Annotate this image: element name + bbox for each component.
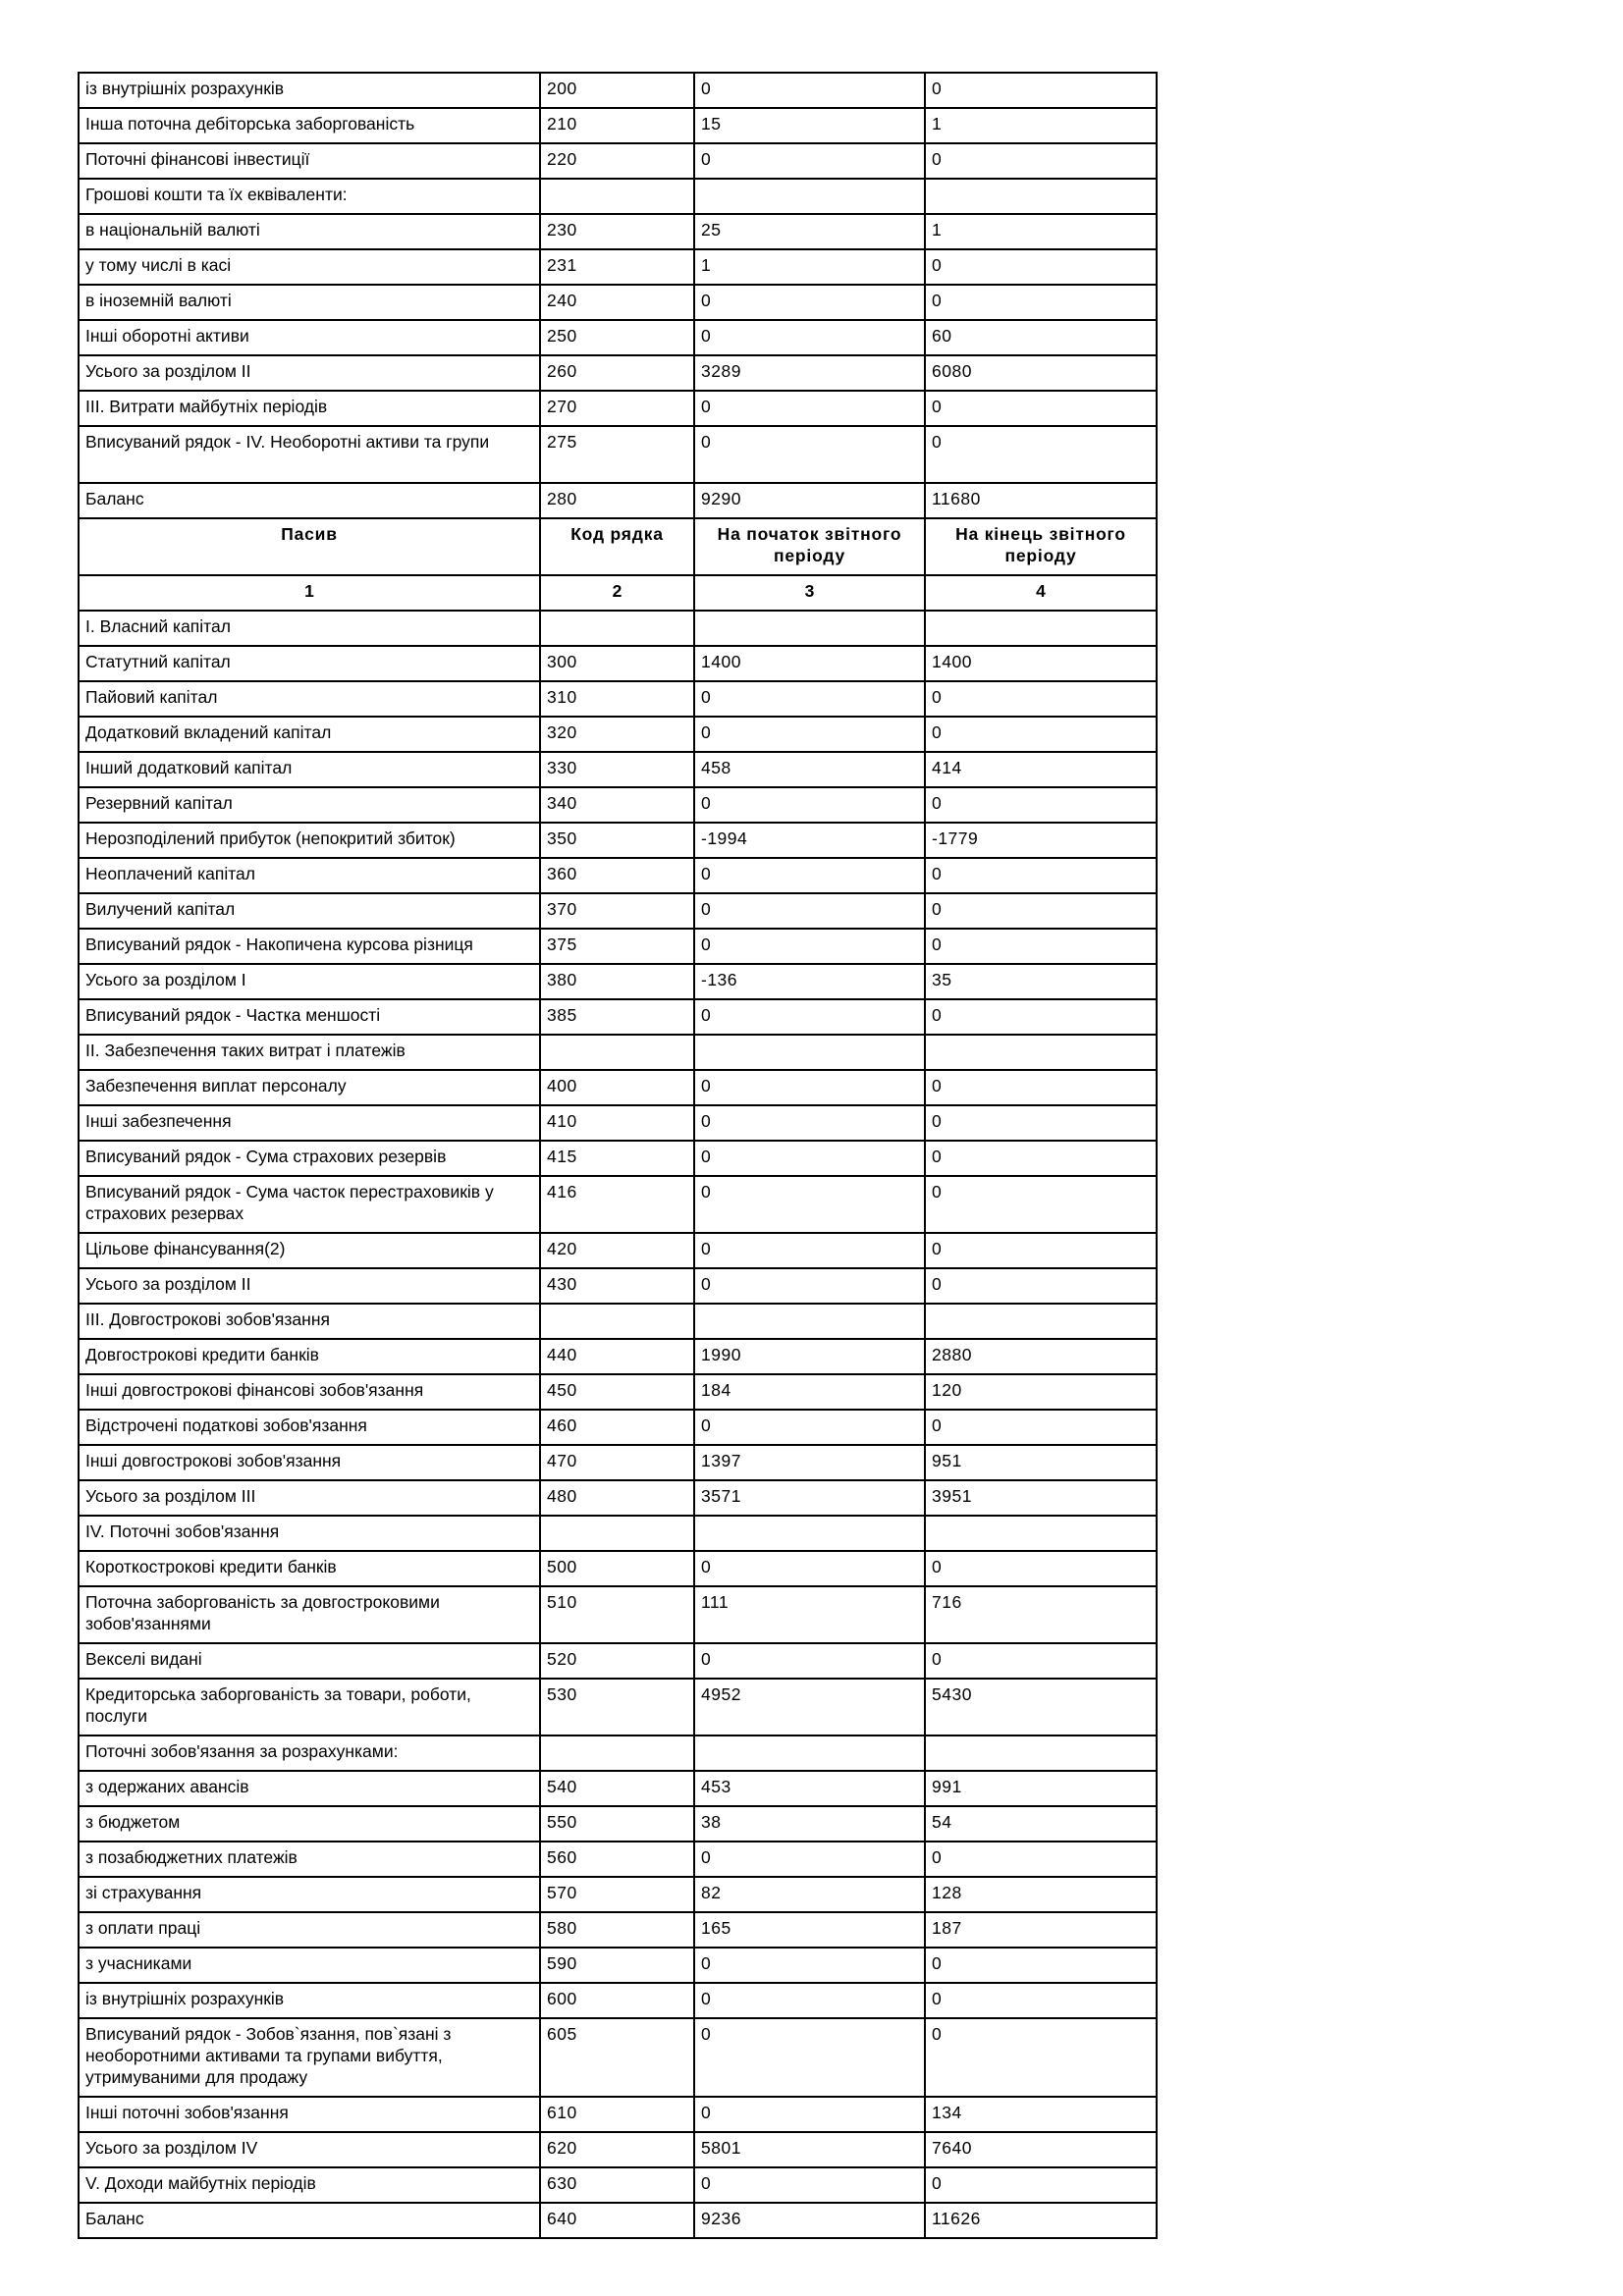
value-period-end xyxy=(925,1516,1157,1551)
value-period-end: 54 xyxy=(925,1806,1157,1842)
row-code: 450 xyxy=(540,1374,694,1410)
value-period-end: -1779 xyxy=(925,823,1157,858)
value-period-end: 0 xyxy=(925,143,1157,179)
value-period-start: 25 xyxy=(694,214,925,249)
value-period-start xyxy=(694,1304,925,1339)
value-period-start: 9236 xyxy=(694,2203,925,2238)
table-row xyxy=(79,1304,1157,1339)
value-period-end: 1 xyxy=(925,214,1157,249)
row-code: 510 xyxy=(540,1586,694,1643)
table-row xyxy=(79,1983,1157,2018)
value-period-start: 0 xyxy=(694,2167,925,2203)
value-period-start: 0 xyxy=(694,929,925,964)
row-label: Забезпечення виплат персоналу xyxy=(79,1070,540,1105)
table-row xyxy=(79,1105,1157,1141)
value-period-end: 1400 xyxy=(925,646,1157,681)
value-period-start xyxy=(694,611,925,646)
row-code: 430 xyxy=(540,1268,694,1304)
value-period-start: 0 xyxy=(694,1176,925,1233)
row-label: Інша поточна дебіторська заборгованість xyxy=(79,108,540,143)
value-period-end xyxy=(925,611,1157,646)
value-period-start: 0 xyxy=(694,893,925,929)
table-row xyxy=(79,1374,1157,1410)
table-row xyxy=(79,2167,1157,2203)
table-row xyxy=(79,1070,1157,1105)
value-period-start: 15 xyxy=(694,108,925,143)
row-label: Вписуваний рядок - IV. Необоротні активи та групи xyxy=(79,426,540,483)
row-code xyxy=(540,611,694,646)
row-label: V. Доходи майбутніх періодів xyxy=(79,2167,540,2203)
value-period-start: 3289 xyxy=(694,355,925,391)
value-period-end: 0 xyxy=(925,1070,1157,1105)
value-period-start: -136 xyxy=(694,964,925,999)
row-label: Нерозподілений прибуток (непокритий збиток) xyxy=(79,823,540,858)
value-period-end: 1 xyxy=(925,108,1157,143)
row-code: 410 xyxy=(540,1105,694,1141)
value-period-end: 11626 xyxy=(925,2203,1157,2238)
value-period-start: 0 xyxy=(694,1643,925,1679)
value-period-end: 120 xyxy=(925,1374,1157,1410)
table-row xyxy=(79,1643,1157,1679)
value-period-end: 0 xyxy=(925,2018,1157,2097)
row-label: III. Довгострокові зобов'язання xyxy=(79,1304,540,1339)
row-label: Векселі видані xyxy=(79,1643,540,1679)
value-period-end xyxy=(925,1304,1157,1339)
value-period-end: 0 xyxy=(925,858,1157,893)
row-label: Поточна заборгованість за довгостроковими зобов'язаннями xyxy=(79,1586,540,1643)
row-label: Довгострокові кредити банків xyxy=(79,1339,540,1374)
value-period-end xyxy=(925,1035,1157,1070)
row-code: 200 xyxy=(540,73,694,108)
table-row xyxy=(79,858,1157,893)
table-row xyxy=(79,179,1157,214)
value-period-start xyxy=(694,1035,925,1070)
value-period-start: 0 xyxy=(694,2097,925,2132)
value-period-end: 0 xyxy=(925,787,1157,823)
row-label: Статутний капітал xyxy=(79,646,540,681)
row-code: 460 xyxy=(540,1410,694,1445)
row-code: 620 xyxy=(540,2132,694,2167)
row-code: 470 xyxy=(540,1445,694,1480)
row-code xyxy=(540,1516,694,1551)
row-code: 610 xyxy=(540,2097,694,2132)
value-period-end: 7640 xyxy=(925,2132,1157,2167)
value-period-start: 1397 xyxy=(694,1445,925,1480)
value-period-end: 0 xyxy=(925,1268,1157,1304)
row-code xyxy=(540,1035,694,1070)
value-period-start: 0 xyxy=(694,1070,925,1105)
row-label: Відстрочені податкові зобов'язання xyxy=(79,1410,540,1445)
value-period-end: 3951 xyxy=(925,1480,1157,1516)
table-row xyxy=(79,1480,1157,1516)
value-period-start: 82 xyxy=(694,1877,925,1912)
value-period-end: 0 xyxy=(925,1643,1157,1679)
row-code: 440 xyxy=(540,1339,694,1374)
row-code: 270 xyxy=(540,391,694,426)
value-period-start: 0 xyxy=(694,320,925,355)
value-period-start: 184 xyxy=(694,1374,925,1410)
row-code: 600 xyxy=(540,1983,694,2018)
row-code: 416 xyxy=(540,1176,694,1233)
row-code: 590 xyxy=(540,1948,694,1983)
row-code: 320 xyxy=(540,717,694,752)
value-period-end: 0 xyxy=(925,1410,1157,1445)
row-label: Інші довгострокові зобов'язання xyxy=(79,1445,540,1480)
value-period-end: 0 xyxy=(925,893,1157,929)
row-code: 300 xyxy=(540,646,694,681)
row-code: 385 xyxy=(540,999,694,1035)
table-row xyxy=(79,1586,1157,1643)
value-period-end: 0 xyxy=(925,391,1157,426)
table-row xyxy=(79,214,1157,249)
table-row xyxy=(79,73,1157,108)
row-label: IV. Поточні зобов'язання xyxy=(79,1516,540,1551)
column-number: 2 xyxy=(540,575,694,611)
row-code: 380 xyxy=(540,964,694,999)
value-period-end: 2880 xyxy=(925,1339,1157,1374)
value-period-end: 128 xyxy=(925,1877,1157,1912)
row-label: Вписуваний рядок - Зобов`язання, пов`язані з необоротними активами та групами вибуття, утримуваними для продажу xyxy=(79,2018,540,2097)
value-period-end: 0 xyxy=(925,1233,1157,1268)
row-code: 310 xyxy=(540,681,694,717)
row-label: Усього за розділом I xyxy=(79,964,540,999)
row-label: в іноземній валюті xyxy=(79,285,540,320)
row-label: Вписуваний рядок - Сума страхових резервів xyxy=(79,1141,540,1176)
row-code: 260 xyxy=(540,355,694,391)
table-row xyxy=(79,611,1157,646)
row-label: Додатковий вкладений капітал xyxy=(79,717,540,752)
column-number: 3 xyxy=(694,575,925,611)
table-row xyxy=(79,1842,1157,1877)
row-label: Усього за розділом IV xyxy=(79,2132,540,2167)
row-code: 580 xyxy=(540,1912,694,1948)
value-period-start: 0 xyxy=(694,858,925,893)
row-label: зі страхування xyxy=(79,1877,540,1912)
row-code: 500 xyxy=(540,1551,694,1586)
row-label: з позабюджетних платежів xyxy=(79,1842,540,1877)
header-period-end: На кінець звітного періоду xyxy=(925,518,1157,575)
row-code: 220 xyxy=(540,143,694,179)
table-row xyxy=(79,2132,1157,2167)
table-row xyxy=(79,787,1157,823)
value-period-end xyxy=(925,1735,1157,1771)
value-period-end: 0 xyxy=(925,2167,1157,2203)
value-period-start: 0 xyxy=(694,1842,925,1877)
row-label: Вписуваний рядок - Сума часток перестраховиків у страхових резервах xyxy=(79,1176,540,1233)
row-code: 231 xyxy=(540,249,694,285)
row-label: з бюджетом xyxy=(79,1806,540,1842)
row-label: із внутрішніх розрахунків xyxy=(79,1983,540,2018)
column-number: 1 xyxy=(79,575,540,611)
header-liabilities: Пасив xyxy=(79,518,540,575)
value-period-start: 0 xyxy=(694,2018,925,2097)
value-period-end: 35 xyxy=(925,964,1157,999)
table-row xyxy=(79,1877,1157,1912)
value-period-end: 60 xyxy=(925,320,1157,355)
table-row xyxy=(79,285,1157,320)
row-code: 375 xyxy=(540,929,694,964)
row-label: з одержаних авансів xyxy=(79,1771,540,1806)
value-period-start: 1990 xyxy=(694,1339,925,1374)
table-row xyxy=(79,2203,1157,2238)
value-period-start: 0 xyxy=(694,787,925,823)
value-period-start: 0 xyxy=(694,1410,925,1445)
value-period-end: 11680 xyxy=(925,483,1157,518)
value-period-start: 0 xyxy=(694,1268,925,1304)
row-code: 240 xyxy=(540,285,694,320)
table-row xyxy=(79,1516,1157,1551)
value-period-start: 0 xyxy=(694,285,925,320)
table-row xyxy=(79,1339,1157,1374)
value-period-start xyxy=(694,1516,925,1551)
value-period-start: 0 xyxy=(694,1141,925,1176)
row-code: 280 xyxy=(540,483,694,518)
row-label: Усього за розділом II xyxy=(79,355,540,391)
row-code: 330 xyxy=(540,752,694,787)
table-row xyxy=(79,681,1157,717)
row-label: I. Власний капітал xyxy=(79,611,540,646)
row-label: II. Забезпечення таких витрат і платежів xyxy=(79,1035,540,1070)
row-label: Поточні зобов'язання за розрахунками: xyxy=(79,1735,540,1771)
row-code: 415 xyxy=(540,1141,694,1176)
column-number-row xyxy=(79,575,1157,611)
value-period-start xyxy=(694,179,925,214)
value-period-end: 0 xyxy=(925,1551,1157,1586)
assets-section xyxy=(79,73,1157,518)
table-row xyxy=(79,999,1157,1035)
row-label: Грошові кошти та їх еквіваленти: xyxy=(79,179,540,214)
row-code xyxy=(540,179,694,214)
value-period-end: 991 xyxy=(925,1771,1157,1806)
table-row xyxy=(79,1679,1157,1735)
table-row xyxy=(79,320,1157,355)
value-period-end: 5430 xyxy=(925,1679,1157,1735)
value-period-start: 0 xyxy=(694,1105,925,1141)
liabilities-header-row xyxy=(79,518,1157,575)
value-period-end: 414 xyxy=(925,752,1157,787)
row-label: III. Витрати майбутніх періодів xyxy=(79,391,540,426)
row-code: 350 xyxy=(540,823,694,858)
balance-sheet xyxy=(78,72,1156,2239)
row-label: Усього за розділом II xyxy=(79,1268,540,1304)
row-code: 640 xyxy=(540,2203,694,2238)
row-label: Усього за розділом III xyxy=(79,1480,540,1516)
value-period-start: 0 xyxy=(694,999,925,1035)
table-row xyxy=(79,1141,1157,1176)
table-row xyxy=(79,1176,1157,1233)
table-row xyxy=(79,1445,1157,1480)
value-period-end: 0 xyxy=(925,1842,1157,1877)
row-label: Баланс xyxy=(79,2203,540,2238)
table-row xyxy=(79,249,1157,285)
row-code: 630 xyxy=(540,2167,694,2203)
table-row xyxy=(79,929,1157,964)
liabilities-section xyxy=(79,611,1157,2238)
value-period-end: 6080 xyxy=(925,355,1157,391)
value-period-end: 716 xyxy=(925,1586,1157,1643)
row-label: Вилучений капітал xyxy=(79,893,540,929)
row-code: 480 xyxy=(540,1480,694,1516)
value-period-start: 0 xyxy=(694,1551,925,1586)
row-label: Вписуваний рядок - Накопичена курсова різниця xyxy=(79,929,540,964)
value-period-start: -1994 xyxy=(694,823,925,858)
row-code xyxy=(540,1735,694,1771)
row-label: Неоплачений капітал xyxy=(79,858,540,893)
value-period-start: 165 xyxy=(694,1912,925,1948)
row-code: 275 xyxy=(540,426,694,483)
row-label: Короткострокові кредити банків xyxy=(79,1551,540,1586)
value-period-end: 0 xyxy=(925,1176,1157,1233)
value-period-end: 0 xyxy=(925,249,1157,285)
row-label: Інший додатковий капітал xyxy=(79,752,540,787)
value-period-end: 0 xyxy=(925,1948,1157,1983)
value-period-end: 134 xyxy=(925,2097,1157,2132)
row-label: Пайовий капітал xyxy=(79,681,540,717)
row-code: 530 xyxy=(540,1679,694,1735)
table-row xyxy=(79,1268,1157,1304)
value-period-start: 0 xyxy=(694,143,925,179)
value-period-start: 0 xyxy=(694,1948,925,1983)
value-period-start: 1400 xyxy=(694,646,925,681)
column-number: 4 xyxy=(925,575,1157,611)
table-row xyxy=(79,1912,1157,1948)
value-period-start: 9290 xyxy=(694,483,925,518)
row-label: Цільове фінансування(2) xyxy=(79,1233,540,1268)
value-period-start: 453 xyxy=(694,1771,925,1806)
row-code xyxy=(540,1304,694,1339)
table-row xyxy=(79,2018,1157,2097)
row-code: 370 xyxy=(540,893,694,929)
value-period-end: 0 xyxy=(925,681,1157,717)
table-row xyxy=(79,893,1157,929)
value-period-start: 0 xyxy=(694,681,925,717)
table-row xyxy=(79,1771,1157,1806)
value-period-end: 0 xyxy=(925,73,1157,108)
row-code: 560 xyxy=(540,1842,694,1877)
row-code: 340 xyxy=(540,787,694,823)
value-period-end xyxy=(925,179,1157,214)
row-label: у тому числі в касі xyxy=(79,249,540,285)
value-period-end: 0 xyxy=(925,717,1157,752)
row-label: Баланс xyxy=(79,483,540,518)
value-period-end: 0 xyxy=(925,1105,1157,1141)
row-label: з учасниками xyxy=(79,1948,540,1983)
value-period-end: 0 xyxy=(925,426,1157,483)
row-label: Інші довгострокові фінансові зобов'язання xyxy=(79,1374,540,1410)
header-row-code: Код рядка xyxy=(540,518,694,575)
liabilities-header-section xyxy=(79,518,1157,611)
value-period-start: 5801 xyxy=(694,2132,925,2167)
value-period-end: 187 xyxy=(925,1912,1157,1948)
row-code: 360 xyxy=(540,858,694,893)
table-row xyxy=(79,1035,1157,1070)
value-period-start: 0 xyxy=(694,1233,925,1268)
table-row xyxy=(79,2097,1157,2132)
row-label: Резервний капітал xyxy=(79,787,540,823)
value-period-start: 4952 xyxy=(694,1679,925,1735)
table-row xyxy=(79,391,1157,426)
row-label: Вписуваний рядок - Частка меншості xyxy=(79,999,540,1035)
table-row xyxy=(79,717,1157,752)
value-period-start: 111 xyxy=(694,1586,925,1643)
table-row xyxy=(79,483,1157,518)
row-label: з оплати праці xyxy=(79,1912,540,1948)
balance-table xyxy=(78,72,1158,2239)
value-period-end: 0 xyxy=(925,999,1157,1035)
value-period-start: 0 xyxy=(694,1983,925,2018)
table-row xyxy=(79,355,1157,391)
row-label: із внутрішніх розрахунків xyxy=(79,73,540,108)
value-period-end: 0 xyxy=(925,285,1157,320)
row-label: Поточні фінансові інвестиції xyxy=(79,143,540,179)
row-label: Інші забезпечення xyxy=(79,1105,540,1141)
value-period-start: 38 xyxy=(694,1806,925,1842)
row-code: 250 xyxy=(540,320,694,355)
table-row xyxy=(79,752,1157,787)
value-period-start: 458 xyxy=(694,752,925,787)
row-code: 550 xyxy=(540,1806,694,1842)
table-row xyxy=(79,1735,1157,1771)
row-code: 210 xyxy=(540,108,694,143)
row-code: 540 xyxy=(540,1771,694,1806)
value-period-end: 0 xyxy=(925,1141,1157,1176)
table-row xyxy=(79,964,1157,999)
row-code: 420 xyxy=(540,1233,694,1268)
row-code: 230 xyxy=(540,214,694,249)
row-code: 520 xyxy=(540,1643,694,1679)
value-period-start: 3571 xyxy=(694,1480,925,1516)
table-row xyxy=(79,108,1157,143)
table-row xyxy=(79,1233,1157,1268)
row-code: 605 xyxy=(540,2018,694,2097)
row-label: Кредиторська заборгованість за товари, роботи, послуги xyxy=(79,1679,540,1735)
header-period-start: На початок звітного періоду xyxy=(694,518,925,575)
value-period-start: 0 xyxy=(694,73,925,108)
row-label: в національній валюті xyxy=(79,214,540,249)
value-period-end: 0 xyxy=(925,929,1157,964)
value-period-start: 0 xyxy=(694,717,925,752)
value-period-start: 0 xyxy=(694,426,925,483)
value-period-end: 0 xyxy=(925,1983,1157,2018)
value-period-end: 951 xyxy=(925,1445,1157,1480)
table-row xyxy=(79,823,1157,858)
table-row xyxy=(79,1948,1157,1983)
table-row xyxy=(79,646,1157,681)
value-period-start: 1 xyxy=(694,249,925,285)
table-row xyxy=(79,143,1157,179)
row-code: 570 xyxy=(540,1877,694,1912)
row-label: Інші оборотні активи xyxy=(79,320,540,355)
table-row xyxy=(79,426,1157,483)
table-row xyxy=(79,1806,1157,1842)
table-row xyxy=(79,1551,1157,1586)
value-period-start xyxy=(694,1735,925,1771)
row-code: 400 xyxy=(540,1070,694,1105)
table-row xyxy=(79,1410,1157,1445)
row-label: Інші поточні зобов'язання xyxy=(79,2097,540,2132)
value-period-start: 0 xyxy=(694,391,925,426)
